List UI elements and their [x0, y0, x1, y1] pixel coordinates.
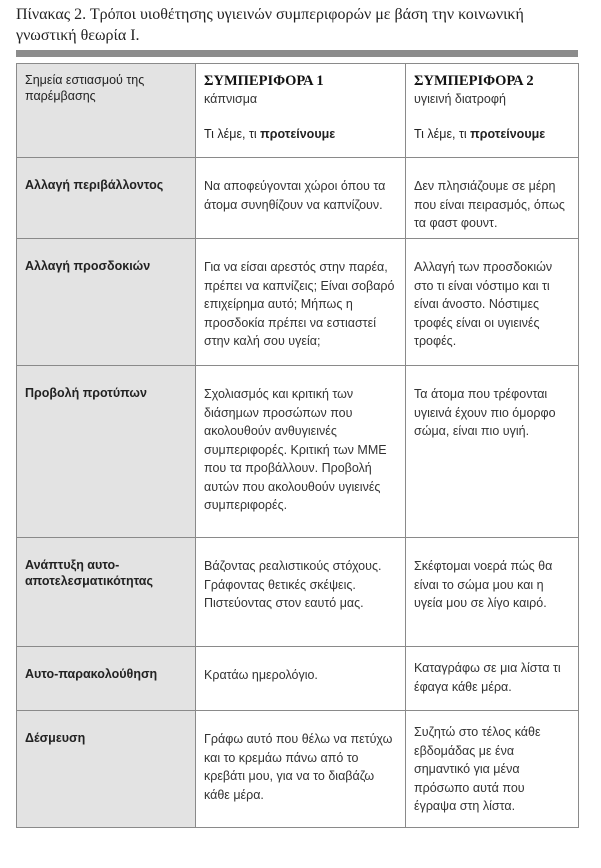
row-label-cell — [17, 366, 196, 538]
row-label: Προβολή προτύπων — [25, 386, 147, 400]
row-behavior-1-cell — [196, 366, 406, 538]
header-behavior-2 — [406, 64, 579, 158]
row-label: Αυτο-παρακολούθηση — [25, 667, 158, 681]
header-behavior-1 — [196, 64, 406, 158]
row-behavior-1-cell — [196, 158, 406, 239]
row-behavior-2-cell — [406, 711, 579, 828]
behavior-1-title: ΣΥΜΠΕΡΙΦΟΡΑ 1 — [204, 73, 324, 89]
table-row — [17, 647, 579, 711]
behavior-2-note: Τι λέμε, τι προτείνουμε — [414, 127, 546, 141]
table-row — [17, 711, 579, 828]
behavior-2-title: ΣΥΜΠΕΡΙΦΟΡΑ 2 — [414, 73, 534, 89]
row-behavior-1-cell — [196, 538, 406, 647]
row-behavior-2-text: Συζητώ στο τέλος κάθε εβδομάδας με ένα σημαντικό για μένα πρόσωπο αυτά που έγραψα στη λίστα. — [414, 725, 541, 813]
row-label: Αλλαγή περιβάλλοντος — [25, 178, 164, 192]
row-label: Δέσμευση — [25, 731, 86, 745]
row-behavior-1-cell — [196, 239, 406, 366]
row-label: Ανάπτυξη αυτο-αποτελεσματικότητας — [25, 558, 153, 588]
row-behavior-1-text: Για να είσαι αρεστός στην παρέα, πρέπει να καπνίζεις; Είναι σοβαρό επιχείρημα αυτό; Μήπως η προσδοκία πρέπει να εστιαστεί στην καλή σου υγεία; — [204, 260, 395, 348]
row-behavior-1-text: Σχολιασμός και κριτική των διάσημων προσώπων που ακολουθούν ανθυγιεινές συμπεριφορές. Κριτική των ΜΜΕ που τα προβάλλουν. Προβολή αυτών που ακολουθούν υγιεινές συμπεριφορές. — [204, 387, 387, 512]
behavior-table — [16, 63, 579, 828]
row-behavior-2-text: Σκέφτομαι νοερά πώς θα είναι το σώμα μου και η υγεία μου σε λίγο καιρό. — [414, 559, 553, 610]
row-behavior-1-text: Κρατάω ημερολόγιο. — [204, 668, 318, 682]
row-behavior-2-text: Καταγράφω σε μια λίστα τι έφαγα κάθε μέρα. — [414, 661, 561, 694]
row-behavior-1-text: Βάζοντας ρεαλιστικούς στόχους. Γράφοντας θετικές σκέψεις. Πιστεύοντας στον εαυτό μας. — [204, 559, 382, 610]
header-label: Σημεία εστιασμού της παρέμβασης — [25, 73, 145, 103]
table-row — [17, 239, 579, 366]
row-behavior-2-cell — [406, 239, 579, 366]
row-label-cell — [17, 158, 196, 239]
row-label: Αλλαγή προσδοκιών — [25, 259, 151, 273]
row-behavior-2-cell — [406, 647, 579, 711]
row-behavior-1-text: Να αποφεύγονται χώροι όπου τα άτομα συνηθίζουν να καπνίζουν. — [204, 179, 386, 212]
row-label-cell — [17, 239, 196, 366]
row-behavior-1-cell — [196, 711, 406, 828]
table-row — [17, 158, 579, 239]
header-label-cell — [17, 64, 196, 158]
row-behavior-2-cell — [406, 538, 579, 647]
table-row — [17, 538, 579, 647]
row-label-cell — [17, 647, 196, 711]
table-caption: Πίνακας 2. Τρόποι υιοθέτησης υγιεινών συμπεριφορών με βάση την κοινωνική γνωστική θεωρία Ι. — [16, 6, 524, 44]
row-behavior-2-cell — [406, 158, 579, 239]
row-label-cell — [17, 711, 196, 828]
behavior-2-subtitle: υγιεινή διατροφή — [414, 92, 506, 106]
row-behavior-2-text: Δεν πλησιάζουμε σε μέρη που είναι πειρασμός, όπως τα φαστ φουντ. — [414, 179, 565, 230]
behavior-1-note: Τι λέμε, τι προτείνουμε — [204, 127, 336, 141]
behavior-1-subtitle: κάπνισμα — [204, 92, 258, 106]
row-behavior-2-text: Τα άτομα που τρέφονται υγιεινά έχουν πιο όμορφο σώμα, είναι πιο υγιή. — [414, 387, 556, 438]
row-behavior-1-text: Γράφω αυτό που θέλω να πετύχω και το κρεμάω πάνω από το κρεβάτι μου, για να το διαβάζω κάθε μέρα. — [204, 732, 393, 802]
table-header-row — [17, 64, 579, 158]
row-label-cell — [17, 538, 196, 647]
row-behavior-1-cell — [196, 647, 406, 711]
caption-divider — [16, 50, 578, 57]
row-behavior-2-text: Αλλαγή των προσδοκιών στο τι είναι νόστιμο και τι είναι άνοστο. Νόστιμες τροφές είναι οι υγιεινές τροφές. — [414, 260, 553, 348]
table-row — [17, 366, 579, 538]
row-behavior-2-cell — [406, 366, 579, 538]
